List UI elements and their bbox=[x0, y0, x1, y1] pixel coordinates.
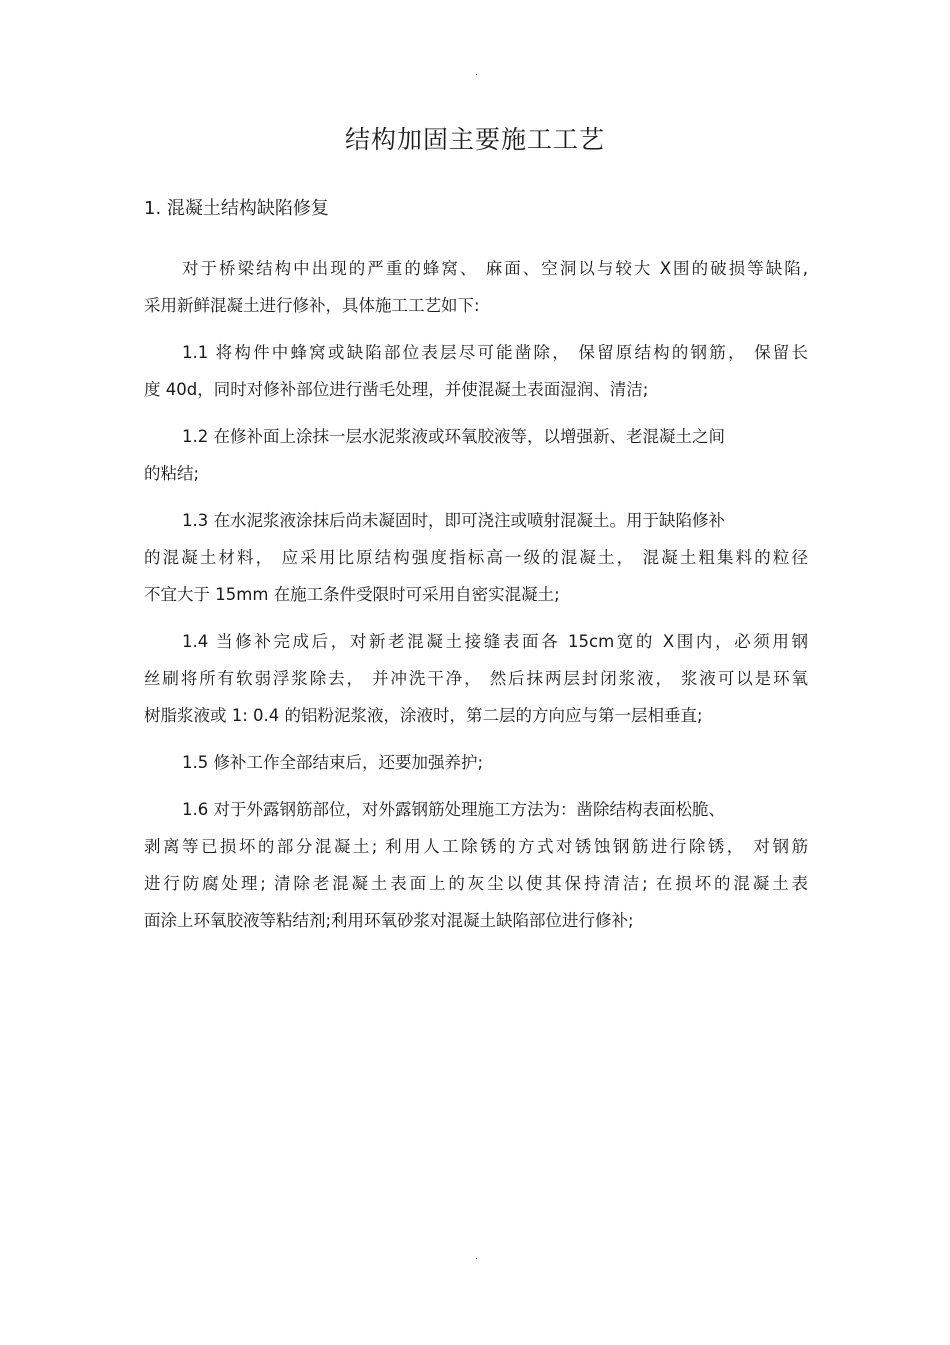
document-title: 结构加固主要施工工艺 bbox=[344, 125, 605, 154]
text-line: 1.5 修补工作全部结束后，还要加强养护; bbox=[182, 753, 484, 772]
text-line: 丝刷将所有软弱浮浆除去， 并冲洗干净， 然后抹两层封闭浆液， 浆液可以是环氧 bbox=[144, 669, 808, 688]
paragraph-step-1-5 bbox=[144, 744, 808, 781]
page-top-mark: . bbox=[475, 68, 478, 78]
text-line: 1.6 对于外露钢筋部位，对外露钢筋处理施工方法为：凿除结构表面松脆、 bbox=[182, 800, 725, 819]
paragraph-step-1-3 bbox=[144, 502, 808, 613]
paragraph-step-1-6 bbox=[144, 791, 808, 939]
text-line: 剥离等已损坏的部分混凝土; 利用人工除锈的方式对锈蚀钢筋进行除锈， 对钢筋 bbox=[144, 837, 808, 856]
text-line: 进行防腐处理; 清除老混凝土表面上的灰尘以使其保持清洁; 在损坏的混凝土表 bbox=[144, 874, 808, 893]
text-line: 面涂上环氧胶液等粘结剂;利用环氧砂浆对混凝土缺陷部位进行修补; bbox=[144, 911, 634, 930]
text-line: 对于桥梁结构中出现的严重的蜂窝、 麻面、空洞以与较大 X围的破损等缺陷, bbox=[182, 259, 808, 278]
section-heading: 1. 混凝土结构缺陷修复 bbox=[144, 198, 329, 219]
text-line: 1.3 在水泥浆液涂抹后尚未凝固时，即可浇注或喷射混凝土。用于缺陷修补 bbox=[182, 511, 725, 530]
text-line: 的粘结; bbox=[144, 464, 200, 483]
text-line: 不宜大于 15mm 在施工条件受限时可采用自密实混凝土; bbox=[144, 585, 560, 604]
paragraph-step-1-1 bbox=[144, 334, 808, 408]
text-line: 的混凝土材料， 应采用比原结构强度指标高一级的混凝土， 混凝土粗集料的粒径 bbox=[144, 548, 808, 567]
text-line: 度 40d，同时对修补部位进行凿毛处理，并使混凝土表面湿润、清洁; bbox=[144, 380, 649, 399]
paragraph-step-1-2 bbox=[144, 418, 808, 492]
text-line: 1.1 将构件中蜂窝或缺陷部位表层尽可能凿除， 保留原结构的钢筋， 保留长 bbox=[182, 343, 808, 362]
page-bottom-mark: . bbox=[475, 1252, 478, 1262]
paragraph-intro bbox=[144, 250, 808, 324]
text-line: 树脂浆液或 1: 0.4 的铝粉泥浆液，涂液时，第二层的方向应与第一层相垂直; bbox=[144, 706, 703, 725]
paragraph-step-1-4 bbox=[144, 623, 808, 734]
text-line: 采用新鲜混凝土进行修补，具体施工工艺如下: bbox=[144, 296, 480, 315]
text-line: 1.4 当修补完成后，对新老混凝土接缝表面各 15cm宽的 X围内，必须用钢 bbox=[182, 632, 808, 651]
text-line: 1.2 在修补面上涂抹一层水泥浆液或环氧胶液等，以增强新、老混凝土之间 bbox=[182, 427, 725, 446]
document-body bbox=[144, 250, 808, 949]
